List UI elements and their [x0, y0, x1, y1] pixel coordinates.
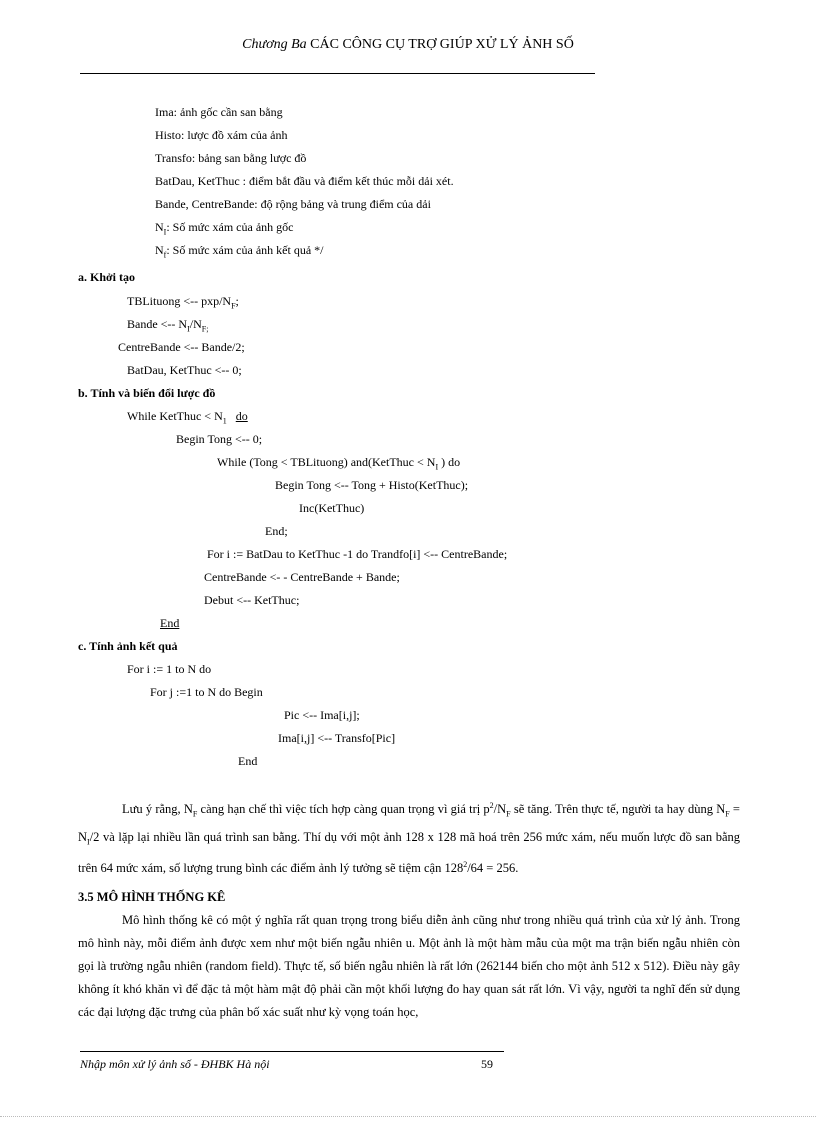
- code-while1: [127, 409, 248, 428]
- code-while1-do: do: [235, 409, 248, 423]
- section-c-title: c. Tính ảnh kết quả: [78, 639, 178, 653]
- var-batdau: BatDau, KetThuc : điểm bắt đầu và điểm kết thúc mỗi dải xét.: [155, 174, 454, 188]
- section-b-title: b. Tính và biến đổi lược đồ: [78, 386, 216, 400]
- code-bande: [127, 317, 208, 336]
- var-nf-symbol: N: [155, 243, 164, 257]
- var-ni-text: : Số mức xám của ảnh gốc: [166, 220, 294, 234]
- section-35-title: 3.5 MÔ HÌNH THỐNG KÊ: [78, 890, 226, 904]
- page-header: [0, 37, 816, 53]
- var-bande: Bande, CentreBande: độ rộng bảng và trung điểm của dải: [155, 197, 431, 211]
- code-tblituong-text: TBLituong <-- pxp/N: [127, 294, 232, 308]
- code-while1-text: While KetThuc < N: [127, 409, 223, 423]
- code-while2: [217, 455, 460, 474]
- code-while2-text: While (Tong < TBLituong) and(KetThuc < N: [217, 455, 436, 469]
- var-nf: [155, 243, 323, 262]
- page-number: 59: [481, 1057, 493, 1071]
- var-ni-sub: I: [163, 227, 167, 237]
- var-ni: [155, 220, 293, 239]
- code-bande-sub2: F;: [201, 324, 209, 334]
- code-end2: End: [160, 616, 180, 630]
- code-end3: End: [238, 754, 258, 768]
- code-while2-end: ) do: [438, 455, 461, 469]
- code-forj: For j :=1 to N do Begin: [150, 685, 263, 699]
- code-bande-mid: /N: [189, 317, 202, 331]
- code-for2: For i := 1 to N do: [127, 662, 212, 676]
- code-end1: End;: [265, 524, 288, 538]
- code-while2-sub: I: [435, 462, 439, 472]
- chapter-label: Chương Ba: [242, 37, 307, 52]
- code-bande-text: Bande <-- N: [127, 317, 188, 331]
- var-transfo: Transfo: bảng san bằng lược đồ: [155, 151, 307, 165]
- note-paragraph: Lưu ý rằng, $N_F$ càng hạn chế thì việc tích hợp càng quan trọng vì giá trị $p^2/N_F$ sẽ tăng. Trên thực tế, người ta hay dùng $N_F = N_I/2$ và lặp lại nhiều lần quá trình san bằng. Thí dụ với một ảnh 128 x 128 mã hoá trên 256 mức xám, nếu muốn lược đồ san bằng trên 64 mức xám, số lượng trung bình các điểm ảnh lý tưởng sẽ tiệm cận $128^2/64 = 256$.: [78, 801, 740, 876]
- footer-title: Nhập môn xử lý ảnh số - ĐHBK Hà nội: [80, 1057, 270, 1071]
- code-tblituong-sub: F: [231, 301, 236, 311]
- code-bande-sub1: I: [187, 324, 190, 334]
- code-centrebande: CentreBande <-- Bande/2;: [118, 340, 245, 354]
- code-inc: Inc(KetThuc): [299, 501, 365, 515]
- code-for1: For i := BatDau to KetThuc -1 do Trandfo[i] <-- CentreBande;: [207, 547, 508, 561]
- footer-rule: [80, 1051, 504, 1052]
- code-pic: Pic <-- Ima[i,j];: [284, 708, 360, 722]
- var-nf-sub: f: [163, 250, 167, 260]
- section-a-title: a. Khởi tạo: [78, 270, 135, 284]
- chapter-title: CÁC CÔNG CỤ TRỢ GIÚP XỬ LÝ ẢNH SỐ: [306, 37, 574, 52]
- code-begin2: Begin Tong <-- Tong + Histo(KetThuc);: [275, 478, 469, 492]
- page-edge: [0, 1116, 816, 1117]
- code-ima-assign: Ima[i,j] <-- Transfo[Pic]: [278, 731, 396, 745]
- code-begin1: Begin Tong <-- 0;: [176, 432, 263, 446]
- code-while1-sub: 1: [222, 416, 227, 426]
- var-ni-symbol: N: [155, 220, 164, 234]
- code-tblituong: [127, 294, 239, 313]
- header-rule: [80, 73, 595, 74]
- code-tblituong-end: ;: [235, 294, 239, 308]
- section-35-text: Mô hình thống kê có một ý nghĩa rất quan trọng trong biểu diễn ảnh cũng như trong nhiều quá trình của xử lý ảnh. Trong mô hình này, mỗi điểm ảnh được xem như một biến ngẫu nhiên u. Một ảnh là một hàm mẫu của một ma trận biến ngẫu nhiên còn gọi là trường ngẫu nhiên (random field). Thực tế, số biến ngẫu nhiên là rất lớn (262144 biến cho một ảnh 512 x 512). Điều này gây không ít khó khăn vì để đặc tả một hàm mật độ phải cần một khối lượng đo hay quan sát rất lớn. Vì vậy, người ta nghĩ đến sử dụng các đại lượng đặc trưng của phân bố xác suất như kỳ vọng toán học,: [78, 913, 740, 1019]
- code-batdau: BatDau, KetThuc <-- 0;: [127, 363, 242, 377]
- var-ima: Ima: ảnh gốc cần san bằng: [155, 105, 283, 119]
- var-histo: Histo: lược đồ xám của ảnh: [155, 128, 288, 142]
- section-35-body: [78, 909, 740, 1024]
- code-centre-update: CentreBande <- - CentreBande + Bande;: [204, 570, 400, 584]
- var-nf-text: : Số mức xám của ảnh kết quả */: [166, 243, 324, 257]
- code-debut: Debut <-- KetThuc;: [204, 593, 300, 607]
